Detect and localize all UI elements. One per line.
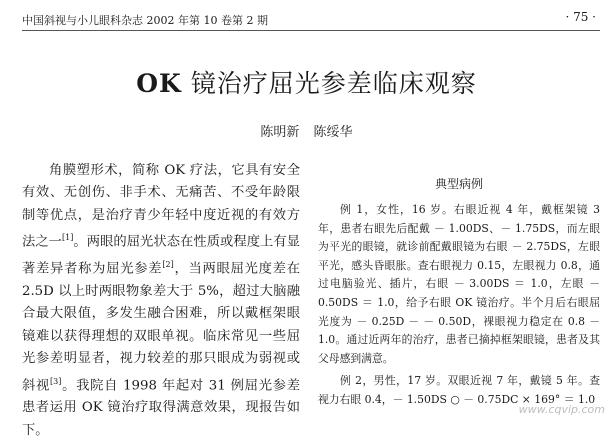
citation-ref-3: [3] [50,376,62,386]
intro-paragraph [22,160,300,442]
article-authors: 陈明新 陈绥华 [260,125,353,140]
journal-citation: 中国斜视与小儿眼科杂志 2002 年第 10 卷第 2 期 [22,14,268,27]
intro-text-2: 。两眼的屈光状态在性质或程度上有显著差异者称为屈光参差 [22,234,301,277]
intro-text-1: 角膜塑形术，简称 OK 疗法，它具有安全有效、无创伤、非手术、无痛苦、不受年龄限制等优点，是治疗青少年轻中度近视的有效方法之一 [22,163,300,250]
article-title [0,64,613,100]
article-title-text: 镜治疗屈光参差临床观察 [181,69,477,98]
page-number: · 75 · [565,10,596,24]
case-2-paragraph: 例 2，男性，17 岁。双眼近视 7 年，戴镜 5 年。查视力右眼 0.4，－ 1.50DS ○ － 0.75DC × 169° ＝ 1.0 [318,374,600,406]
citation-ref-2: [2] [162,260,174,270]
right-column [318,175,600,414]
case-1-paragraph: 例 1，女性，16 岁。右眼近视 4 年，戴框架镜 3 年，患者右眼先后配戴 － 1.00DS、－ 1.75DS，而左眼为平光的眼镜，就诊前配戴眼镜为右眼 － 2.75DS，左眼平光，感头昏眼胀。查右眼视力 0.15，左眼视力 0.8，通过电脑验光、插片，右眼 － 3.00DS ＝ 1.0，左眼 － 0.50DS ＝ 1.0，给予右眼 OK 镜治疗。半个月后右眼屈光度为 － 0.25D － － 0.50D，裸眼视力稳定在 0.8 － 1.0。通过近两年的治疗，患者已摘掉框架眼镜，患者及其父母感到满意。 [318,203,600,365]
intro-text-3: ，当两眼屈光度差在 2.5D 以上时两眼物象差大于 5%，超过大脑融合最大限值，多发生融合困难，所以戴框架眼镜难以获得理想的双眼单视。临床常见一些屈光参差明显者，视力较差的那只眼成为弱视或斜视 [22,261,301,393]
watermark: www.cqvip.com [518,403,605,416]
left-column [22,160,300,442]
section-heading: 典型病例 [434,177,483,191]
intro-text-4: 。我院自 1998 年起对 31 例屈光参差患者运用 OK 镜治疗取得满意效果，现报告如下。 [22,377,301,438]
article-title-latin: OK [136,69,182,98]
running-header [22,10,600,31]
citation-ref-1: [1] [62,233,74,243]
